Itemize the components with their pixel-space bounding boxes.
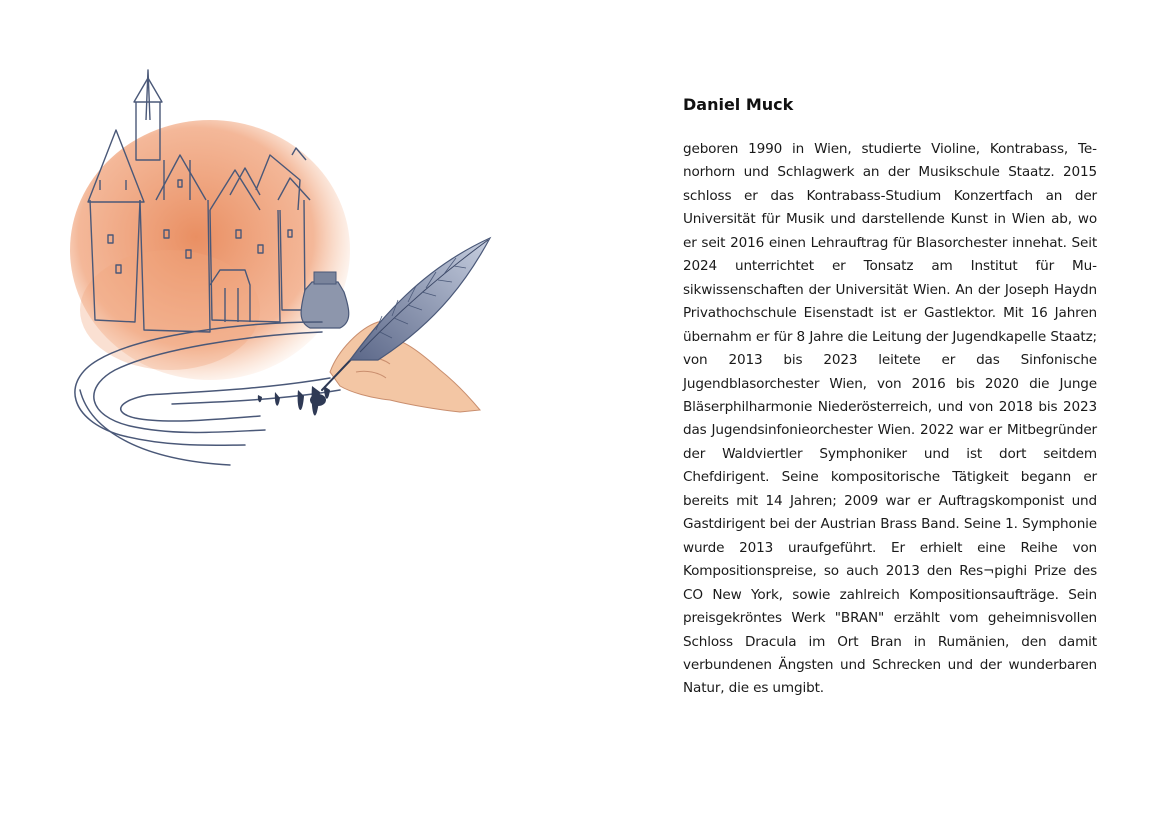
biography-section <box>683 92 1097 701</box>
biography-text: geboren 1990 in Wien, studierte Violine, Kontrabass, Tenorhorn und Schlagwerk an der Musikschule Staatz. 2015 schloss er das Kontrabass-Studium Konzertfach an der Universität für Musik und darstellende Kunst in Wien ab, wo er seit 2016 einen Lehrauftrag für Blasorchester innehat. Seit 2024 unterrichtet er Tonsatz am Institut für Musikwissenschaften der Universität Wien. An der Joseph Haydn Privathochschule Eisenstadt ist er Gastlektor. Mit 16 Jahren übernahm er für 8 Jahre die Leitung der Jugendkapelle Staatz; von 2013 bis 2023 leitete er das Sinfonische Jugendblasorchester Wien, von 2016 bis 2020 die Junge Bläserphilharmonie Niederösterreich, und von 2018 bis 2023 das Jugendsinfonieorchester Wien. 2022 war er Mitbegründer der Waldviertler Symphoniker und ist dort seitdem Chefdirigent. Seine kompositorische Tätigkeit begann er bereits mit 14 Jahren; 2009 war er Auftragskomponist und Gastdirigent bei der Austrian Brass Band. Seine 1. Symphonie wurde 2013 uraufgeführt. Er erhielt eine Reihe von Kompositionspreise, so auch 2013 den Res¬pighi Prize des CO New York, sowie zahlreich Kompositionsaufträge. Sein preisgekröntes Werk "BRAN" erzählt vom geheimnisvollen Schloss Dracula im Ort Bran in Rumänien, den damit verbundenen Ängsten und Schrecken und der wunderbaren Natur, die es umgibt. <box>683 141 1097 697</box>
castle-quill-illustration <box>60 60 500 480</box>
person-name-heading: Daniel Muck <box>683 95 794 114</box>
castle-and-quill-icon <box>60 60 500 480</box>
